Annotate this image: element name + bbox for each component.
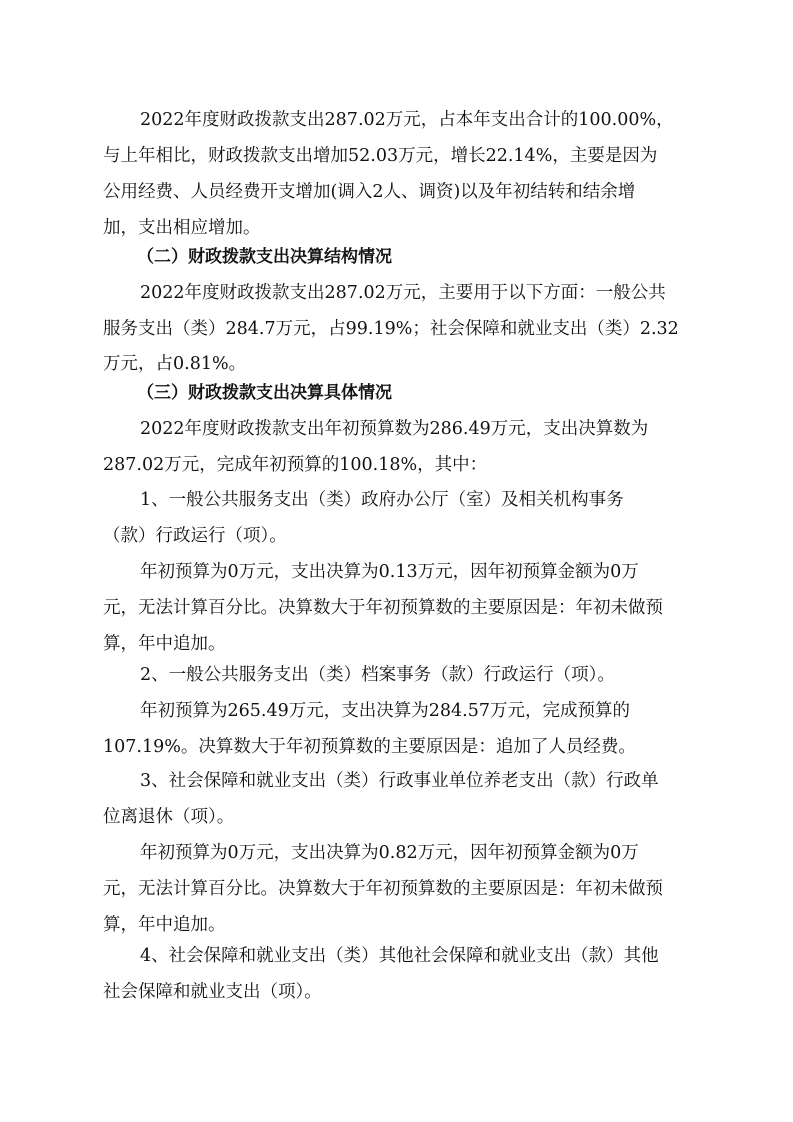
text-line: 2022年度财政拨款支出年初预算数为286.49万元，支出决算数为 — [140, 419, 649, 439]
text-line: 3、社会保障和就业支出（类）行政事业单位养老支出（款）行政单 — [140, 771, 659, 791]
text-line: 元，无法计算百分比。决算数大于年初预算数的主要原因是：年初未做预 — [103, 879, 663, 899]
text-line: 算，年中追加。 — [103, 915, 226, 935]
section-heading: （三）财政拨款支出决算具体情况 — [137, 383, 392, 403]
text-line: 2、一般公共服务支出（类）档案事务（款）行政运行（项）。 — [140, 665, 615, 685]
text-line: 服务支出（类）284.7万元，占99.19%；社会保障和就业支出（类）2.32 — [103, 319, 679, 339]
text-line: 元，无法计算百分比。决算数大于年初预算数的主要原因是：年初未做预 — [103, 598, 663, 618]
text-line: 社会保障和就业支出（项）。 — [103, 982, 322, 1002]
text-line: 年初预算为0万元，支出决算为0.13万元，因年初预算金额为0万 — [140, 562, 639, 582]
text-line: 公用经费、人员经费开支增加(调入2人、调资)以及年初结转和结余增 — [103, 182, 636, 202]
text-line: 年初预算为265.49万元，支出决算为284.57万元，完成预算的 — [140, 701, 630, 721]
text-line: 万元，占0.81%。 — [103, 354, 247, 374]
section-heading: （二）财政拨款支出决算结构情况 — [137, 247, 392, 267]
text-line: 年初预算为0万元，支出决算为0.82万元，因年初预算金额为0万 — [140, 843, 639, 863]
text-line: 2022年度财政拨款支出287.02万元，主要用于以下方面：一般公共 — [140, 283, 666, 303]
text-line: 位离退休（项）。 — [103, 807, 235, 827]
text-line: 与上年相比，财政拨款支出增加52.03万元，增长22.14%，主要是因为 — [103, 146, 658, 166]
text-line: 加，支出相应增加。 — [103, 218, 261, 238]
text-line: 2022年度财政拨款支出287.02万元，占本年支出合计的100.00%， — [140, 110, 674, 130]
text-line: 算，年中追加。 — [103, 634, 226, 654]
text-line: 1、一般公共服务支出（类）政府办公厅（室）及相关机构事务 — [140, 490, 624, 510]
text-line: （款）行政运行（项）。 — [103, 526, 287, 546]
text-line: 107.19%。决算数大于年初预算数的主要原因是：追加了人员经费。 — [103, 737, 636, 757]
text-line: 4、社会保障和就业支出（类）其他社会保障和就业支出（款）其他 — [140, 946, 659, 966]
text-line: 287.02万元，完成年初预算的100.18%，其中： — [103, 455, 488, 475]
